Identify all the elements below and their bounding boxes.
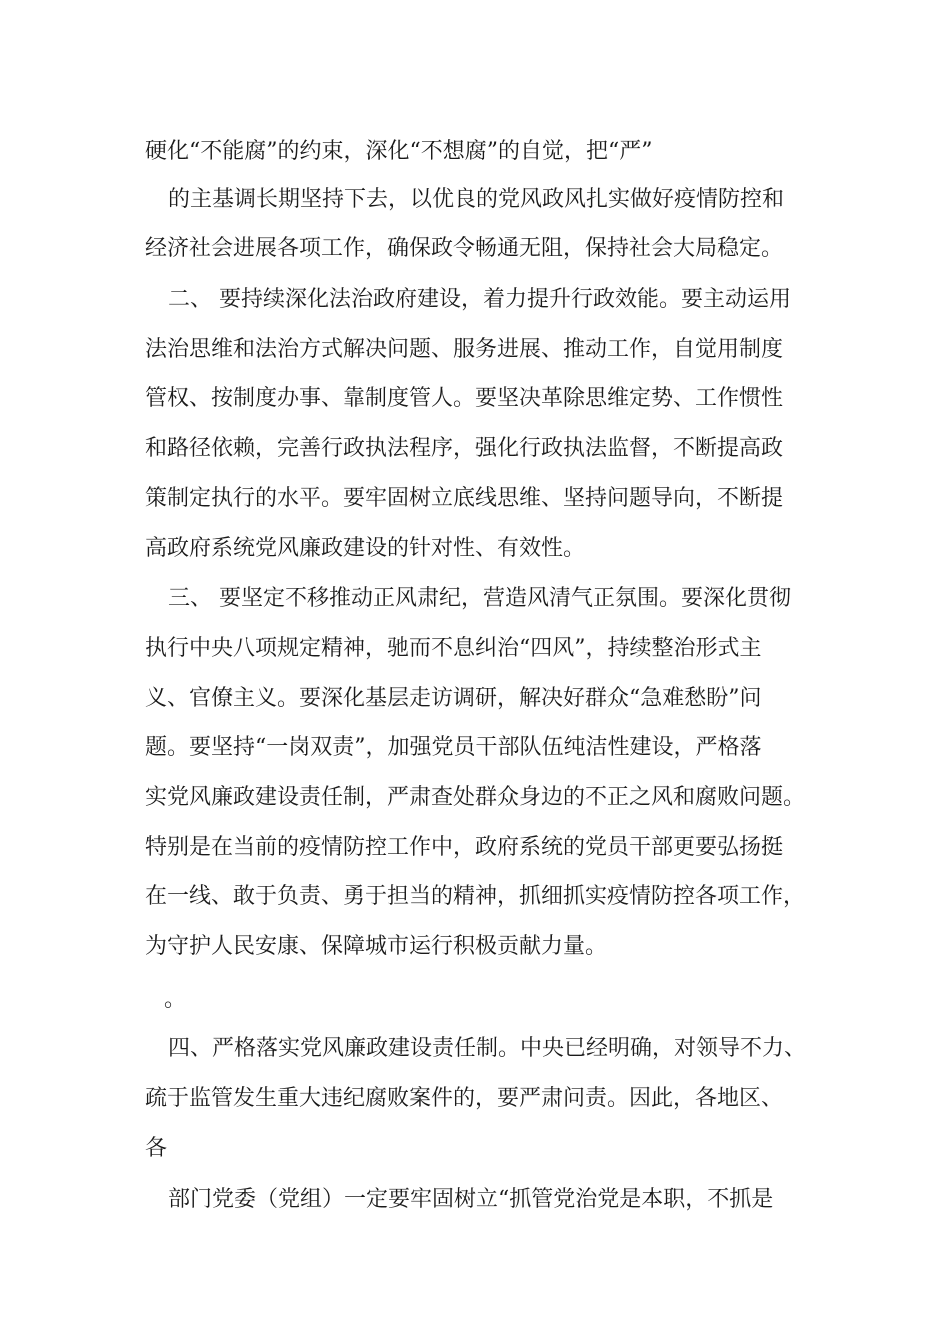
text-line: 题。要坚持“一岗双责”，加强党员干部队伍纯洁性建设，严格落 [145, 735, 762, 760]
text-line: 各 [145, 1136, 168, 1161]
text-line: 的主基调长期坚持下去，以优良的党风政风扎实做好疫情防控和 [168, 187, 785, 212]
text-line: 硬化“不能腐”的约束，深化“不想腐”的自觉，把“严” [145, 139, 653, 164]
text-line: 特别是在当前的疫情防控工作中，政府系统的党员干部更要弘扬挺 [145, 835, 784, 860]
text-line: 策制定执行的水平。要牢固树立底线思维、坚持问题导向，不断提 [145, 486, 784, 511]
text-line: 三、 要坚定不移推动正风肃纪，营造风清气正氛围。要深化贯彻 [168, 586, 791, 611]
text-line: 法治思维和法治方式解决问题、服务进展、推动工作，自觉用制度 [145, 337, 784, 362]
text-line: 为守护人民安康、保障城市运行积极贡献力量。 [145, 934, 608, 959]
text-line: 疏于监管发生重大违纪腐败案件的，要严肃问责。因此，各地区、 [145, 1086, 784, 1111]
text-line: 二、 要持续深化法治政府建设，着力提升行政效能。要主动运用 [168, 287, 791, 312]
text-line: 实党风廉政建设责任制，严肃查处群众身边的不正之风和腐败问题。 [145, 785, 806, 810]
text-line: 义、官僚主义。要深化基层走访调研，解决好群众“急难愁盼”问 [145, 686, 762, 711]
text-line: 在一线、敢于负责、勇于担当的精神，抓细抓实疫情防控各项工作， [145, 884, 806, 909]
text-line: 。 [164, 987, 187, 1012]
text-line: 管权、按制度办事、靠制度管人。要坚决革除思维定势、工作惯性 [145, 386, 784, 411]
text-line: 经济社会进展各项工作，确保政令畅通无阻，保持社会大局稳定。 [145, 236, 784, 261]
text-line: 执行中央八项规定精神，驰而不息纠治“四风”，持续整治形式主 [145, 636, 762, 661]
text-line: 部门党委（党组）一定要牢固树立“抓管党治党是本职，不抓是 [168, 1187, 774, 1212]
text-line: 四、严格落实党风廉政建设责任制。中央已经明确，对领导不力、 [168, 1036, 807, 1061]
text-line: 高政府系统党风廉政建设的针对性、有效性。 [145, 536, 586, 561]
text-line: 和路径依赖，完善行政执法程序，强化行政执法监督，不断提高政 [145, 436, 784, 461]
